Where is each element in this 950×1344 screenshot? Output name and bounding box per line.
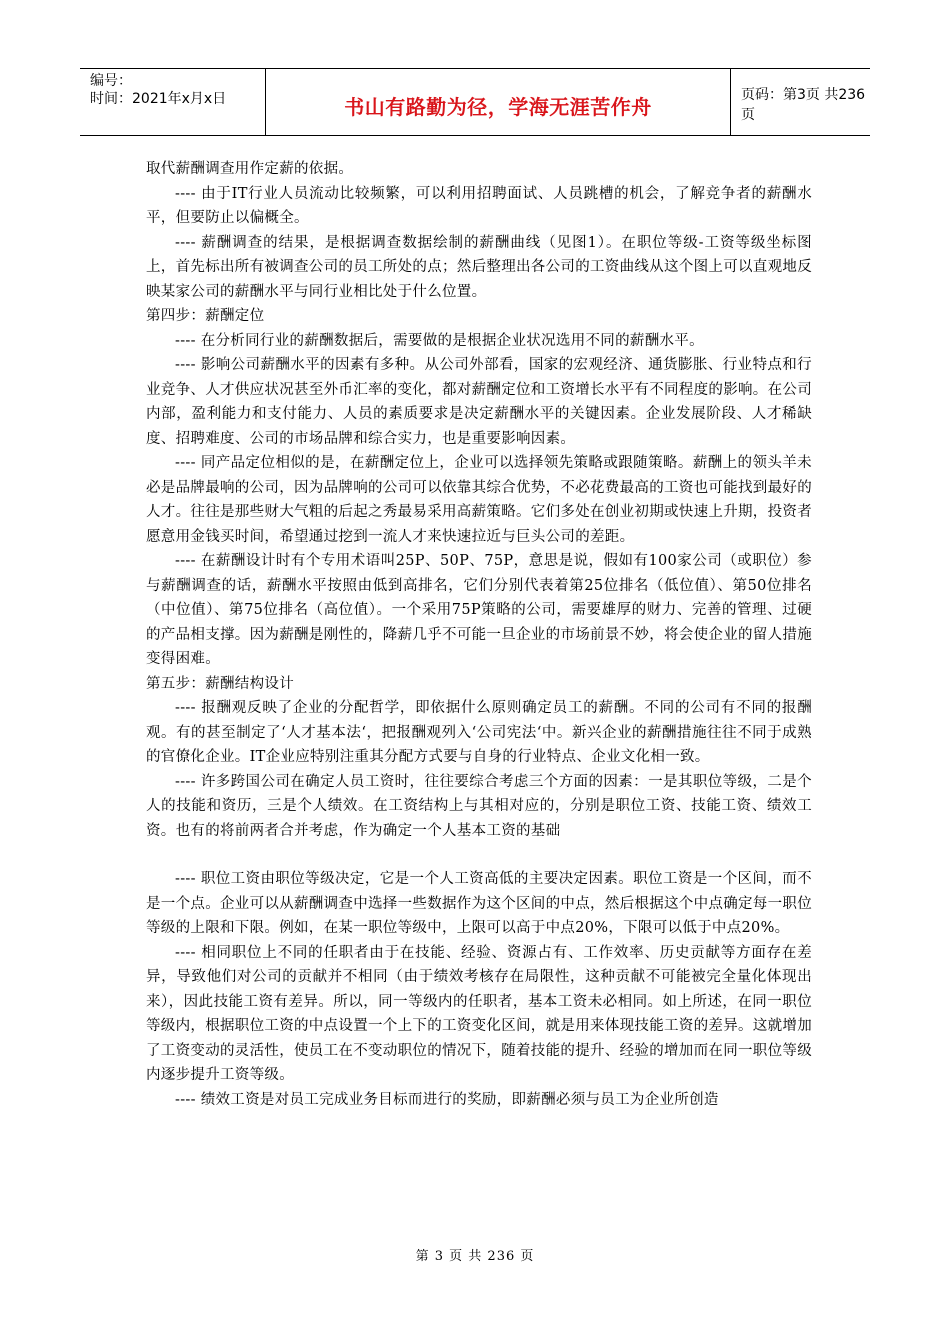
- body-paragraph: ---- 许多跨国公司在确定人员工资时，往往要综合考虑三个方面的因素：一是其职位等级，二是个人的技能和资历，三是个人绩效。在工资结构上与其相对应的，分别是职位工资、技能工资、绩效工资。也有的将前两者合并考虑，作为确定一个人基本工资的基础: [146, 773, 812, 839]
- page-header: [80, 68, 870, 136]
- header-page-cell: [731, 69, 870, 135]
- body-paragraph: ---- 由于IT行业人员流动比较频繁，可以利用招聘面试、人员跳槽的机会，了解竞争者的薪酬水平，但要防止以偏概全。: [146, 185, 812, 226]
- body-paragraph: ---- 职位工资由职位等级决定，它是一个人工资高低的主要决定因素。职位工资是一个区间，而不是一个点。企业可以从薪酬调查中选择一些数据作为这个区间的中点，然后根据这个中点确定每一职位等级的上限和下限。例如，在某一职位等级中，上限可以高于中点20%，下限可以低于中点20%。: [146, 871, 812, 936]
- body-paragraph: ---- 报酬观反映了企业的分配哲学，即依据什么原则确定员工的薪酬。不同的公司有不同的报酬观。有的甚至制定了‘人才基本法‘，把报酬观列入‘公司宪法‘中。新兴企业的薪酬措施往往不同于成熟的官僚化企业。IT企业应特别注重其分配方式要与自身的行业特点、企业文化相一致。: [146, 700, 812, 765]
- section-line: 第五步：薪酬结构设计: [146, 675, 294, 692]
- body-paragraph: ---- 影响公司薪酬水平的因素有多种。从公司外部看，国家的宏观经济、通货膨胀、行业特点和行业竞争、人才供应状况甚至外币汇率的变化，都对薪酬定位和工资增长水平有不同程度的影响。在公司内部，盈利能力和支付能力、人员的素质要求是决定薪酬水平的关键因素。企业发展阶段、人才稀缺度、招聘难度、公司的市场品牌和综合实力，也是重要影响因素。: [146, 357, 812, 447]
- body-paragraph: ---- 同产品定位相似的是，在薪酬定位上，企业可以选择领先策略或跟随策略。薪酬上的领头羊未必是品牌最响的公司，因为品牌响的公司可以依靠其综合优势，不必花费最高的工资也可能找到最好的人才。往往是那些财大气粗的后起之秀最易采用高薪策略。它们多处在创业初期或快速上升期，投资者愿意用金钱买时间，希望通过挖到一流人才来快速拉近与巨头公司的差距。: [146, 455, 812, 545]
- footer-page-number: 第 3 页 共 236 页: [415, 1249, 535, 1264]
- document-body: [146, 157, 812, 1112]
- date-label: 时间：2021年x月x日: [90, 91, 227, 107]
- page-footer: [0, 1245, 950, 1264]
- body-paragraph: ---- 在分析同行业的薪酬数据后，需要做的是根据企业状况选用不同的薪酬水平。: [175, 332, 704, 349]
- body-paragraph: ---- 相同职位上不同的任职者由于在技能、经验、资源占有、工作效率、历史贡献等方面存在差异，导致他们对公司的贡献并不相同（由于绩效考核存在局限性，这种贡献不可能被完全量化体现出来），因此技能工资有差异。所以，同一等级内的任职者，基本工资未必相同。如上所述，在同一职位等级内，根据职位工资的中点设置一个上下的工资变化区间，就是用来体现技能工资的差异。这就增加了工资变动的灵活性，使员工在不变动职位的情况下，随着技能的提升、经验的增加而在同一职位等级内逐步提升工资等级。: [146, 944, 812, 1083]
- header-motto-cell: [266, 69, 731, 135]
- body-paragraph: ---- 薪酬调查的结果，是根据调查数据绘制的薪酬曲线（见图1）。在职位等级-工资等级坐标图上，首先标出所有被调查公司的员工所处的点；然后整理出各公司的工资曲线从这个图上可以直观地反映某家公司的薪酬水平与同行业相比处于什么位置。: [146, 234, 812, 300]
- section-line: 取代薪酬调查用作定薪的依据。: [146, 161, 354, 177]
- page-number-label: 页码：第3页 共236页: [741, 87, 866, 123]
- body-paragraph: ---- 在薪酬设计时有个专用术语叫25P、50P、75P，意思是说，假如有100家公司（或职位）参与薪酬调查的话，薪酬水平按照由低到高排名，它们分别代表着第25位排名（低位值）、第50位排名（中位值）、第75位排名（高位值）。一个采用75P策略的公司，需要雄厚的财力、完善的管理、过硬的产品相支撑。因为薪酬是刚性的，降薪几乎不可能一旦企业的市场前景不妙，将会使企业的留人措施变得困难。: [146, 553, 812, 667]
- body-paragraph: ---- 绩效工资是对员工完成业务目标而进行的奖励，即薪酬必须与员工为企业所创造: [175, 1091, 719, 1108]
- motto-text: 书山有路勤为径，学海无涯苦作舟: [344, 94, 652, 119]
- section-line: 第四步：薪酬定位: [146, 308, 265, 324]
- header-meta: [80, 69, 266, 135]
- number-label: 编号：: [90, 73, 132, 89]
